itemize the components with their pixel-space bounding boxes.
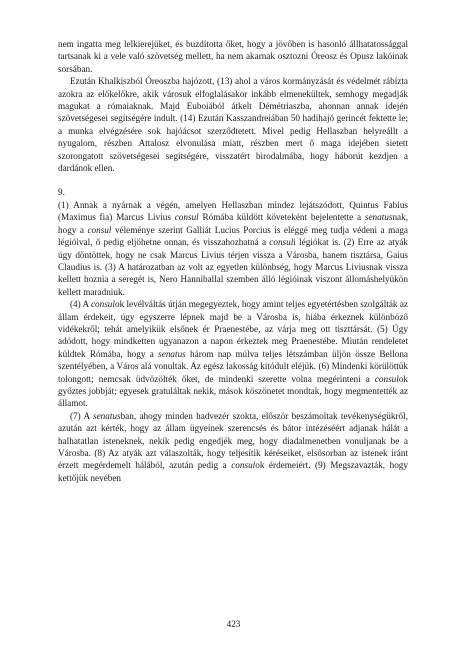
chapter-number: 9. xyxy=(58,187,65,198)
paragraph: (4) A consulok levélváltás útján megegyeztek, hogy amint teljes egyetértésben szolgálták az állam érdekeit, úgy egyszerre lépnek majd be a Városba is, hiába érkeznek különböző vidékekről; tehát amelyikük elsőnek ér Praenestébe, az várja meg ott tiszttársát. (5) Úgy adódott, hogy mindketten ugyanazon a napon érkeztek meg Praenestébe. Miután rendeletet küldtek Rómába, hogy a senatus három nap múlva teljes létszámban üljön össze Bellona szentélyében, a Város alá vonultak. Az egész lakosság kitódult eléjük. (6) Mindenki körülöttük tolongott; nemcsak üdvözölték őket, de mindenki szerette volna megérinteni a consulok győztes jobbját; egyesek gratuláltak nekik, mások köszönetet mondtak, hogy megmentették az államot. xyxy=(58,299,408,409)
section-spacer xyxy=(58,174,408,186)
latin-term: senatus xyxy=(93,410,121,421)
paragraph: (1) Annak a nyárnak a végén, amelyen Hellaszban mindez lejátszódott, Quintus Fabius (Maximus fia) Marcus Livius consul Rómába küldött követeként bejelentette a senatusnak, hogy a consul véleménye szerint Galliát Lucius Porcius is eléggé meg tudja védeni a maga légióival, ő pedig eljöhetne onnan, és visszahozhatná a consuli légiókat is. (2) Erre az atyák úgy döntöttek, hogy ne csak Marcus Livius térjen vissza a Városba, hanem tisztársa, Gaius Claudius is. (3) A határozatban az volt az egyetlen különbség, hogy Marcus Liviusnak vissza kellett hoznia a seregét is, Nero Hanniballal szemben álló légióinak viszont állomáshelyükön kellett maradniuk. xyxy=(58,199,409,297)
latin-term: consul xyxy=(374,373,399,384)
paragraph: (7) A senatusban, ahogy minden hadvezér szokta, először beszámoltak tevékenységükről, azután azt kérték, hogy az állam ügyeinek szerencsés és bátor intézéséért adjanak hálát a halhatatlan isteneknek, nekik pedig engedjék meg, hogy diadalmenetben vonuljanak be a Városba. (8) Az atyák azt válaszolták, hogy teljesítik kéréseiket, elsősorban az istenek iránt érzett megérdemelt hálából, azután pedig a consulok érdemeiért. (9) Megszavazták, hogy kettőjük nevében xyxy=(58,410,408,483)
latin-term: consul xyxy=(87,224,112,235)
latin-term: consul xyxy=(90,299,115,310)
latin-term: consul xyxy=(269,237,294,248)
latin-term: senatus xyxy=(364,212,393,223)
page-number: 423 xyxy=(226,619,241,629)
paragraph: Ezután Khalkiszból Óreoszba hajózott, (13) ahol a város kormányzását és védelmét rábízta azokra az előkelőkre, akik városuk elfoglalásakor inkább elmenekültek, semhogy megadják magukat a rómaiaknak. Majd Euboiából átkelt Démétriaszba, ahonnan annak idején szövetségesei segítségére indult. (14) Ezután Kasszandreiában 50 hadihajó gerincét fektette le; a munka elvégzésére sok hajóácsot szerződtetett. Mivel pedig Hellaszban helyreállt a nyugalom, részben Attalosz elvonulása miatt, részben mert ő maga idejében sietett szorongatott szövetségesei segítségére, visszatért birodalmába, hogy háborút kezdjen a dardánok ellen. xyxy=(58,76,408,174)
latin-term: consul xyxy=(174,212,199,223)
latin-term: senatus xyxy=(158,348,186,359)
paragraph-continuation: nem ingatta meg lelkierejüket, és buzdította őket, hogy a jövőben is hasonló állhatatossággal tartsanak ki a vele való szövetség mellett, ha nem akarnak osztozni Óreosz és Opusz lakóinak sorsában. xyxy=(58,39,408,74)
page-body xyxy=(58,38,408,484)
latin-term: consul xyxy=(231,460,256,471)
